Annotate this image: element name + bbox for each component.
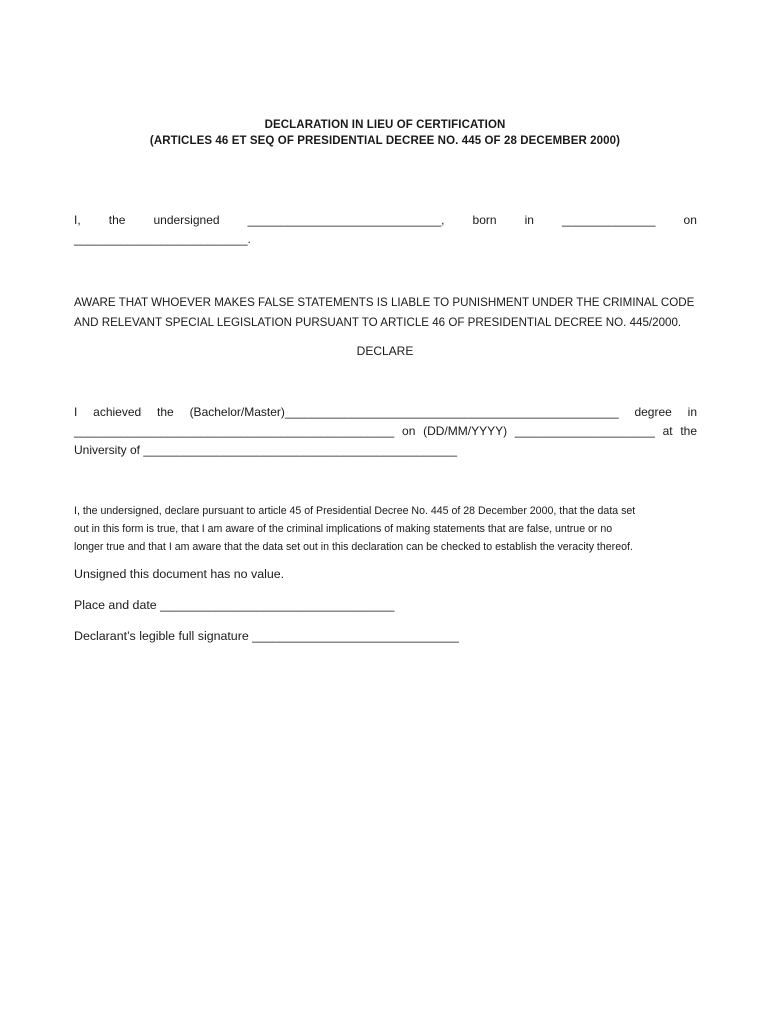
degree-word: at <box>662 424 673 438</box>
identity-word: in <box>524 213 534 227</box>
declare-heading: DECLARE <box>356 344 414 358</box>
degree-word: on <box>402 424 416 438</box>
birthdate-blank[interactable]: __________________________. <box>74 232 251 246</box>
statement-line-1: I, the undersigned, declare pursuant to article 45 of Presidential Decree No. 445 of 28 December 2000, that the data set <box>74 505 636 517</box>
degree-type-blank[interactable]: (Bachelor/Master)__________________________________________________ <box>189 405 619 419</box>
name-blank[interactable]: _____________________________, <box>247 213 445 227</box>
place-date-field[interactable]: Place and date __________________________________ <box>74 598 395 612</box>
document-subtitle: (ARTICLES 46 ET SEQ OF PRESIDENTIAL DECREE NO. 445 OF 28 DECEMBER 2000) <box>149 135 621 147</box>
degree-word: the <box>157 405 174 419</box>
unsigned-notice: Unsigned this document has no value. <box>74 567 285 581</box>
identity-word: born <box>472 213 497 227</box>
degree-word: (DD/MM/YYYY) <box>423 424 508 438</box>
document-title: DECLARATION IN LIEU OF CERTIFICATION <box>264 119 506 131</box>
degree-word: degree <box>634 405 672 419</box>
identity-word: undersigned <box>153 213 220 227</box>
degree-line-2 <box>74 422 697 441</box>
declaration-statement <box>74 502 697 556</box>
degree-word: the <box>680 424 697 438</box>
statement-line-2: out in this form is true, that I am aware of the criminal implications of making statements that are false, untrue or no <box>74 523 613 535</box>
degree-line-1 <box>74 403 697 422</box>
identity-section <box>74 211 697 249</box>
signature-field[interactable]: Declarant’s legible full signature ______________________________ <box>74 629 459 643</box>
degree-date-blank[interactable]: _____________________ <box>514 424 655 438</box>
birthplace-blank[interactable]: ______________ <box>562 213 656 227</box>
awareness-line-2: AND RELEVANT SPECIAL LEGISLATION PURSUANT TO ARTICLE 46 OF PRESIDENTIAL DECREE NO. 445/2000. <box>74 316 682 329</box>
identity-word: I, <box>74 213 81 227</box>
statement-line-3: longer true and that I am aware that the data set out in this declaration can be checked to establish the veracity thereof. <box>74 541 633 553</box>
identity-word: the <box>108 213 126 227</box>
identity-word: on <box>683 213 697 227</box>
degree-word: achieved <box>93 405 142 419</box>
university-blank[interactable]: University of _______________________________________________ <box>74 443 458 457</box>
degree-word: I <box>74 405 78 419</box>
awareness-notice <box>74 293 697 333</box>
identity-line-1 <box>74 211 697 230</box>
degree-subject-blank[interactable]: ________________________________________________ <box>74 424 395 438</box>
awareness-line-1: AWARE THAT WHOEVER MAKES FALSE STATEMENTS IS LIABLE TO PUNISHMENT UNDER THE CRIMINAL CODE <box>74 296 695 309</box>
degree-section <box>74 403 697 460</box>
degree-word: in <box>687 405 697 419</box>
